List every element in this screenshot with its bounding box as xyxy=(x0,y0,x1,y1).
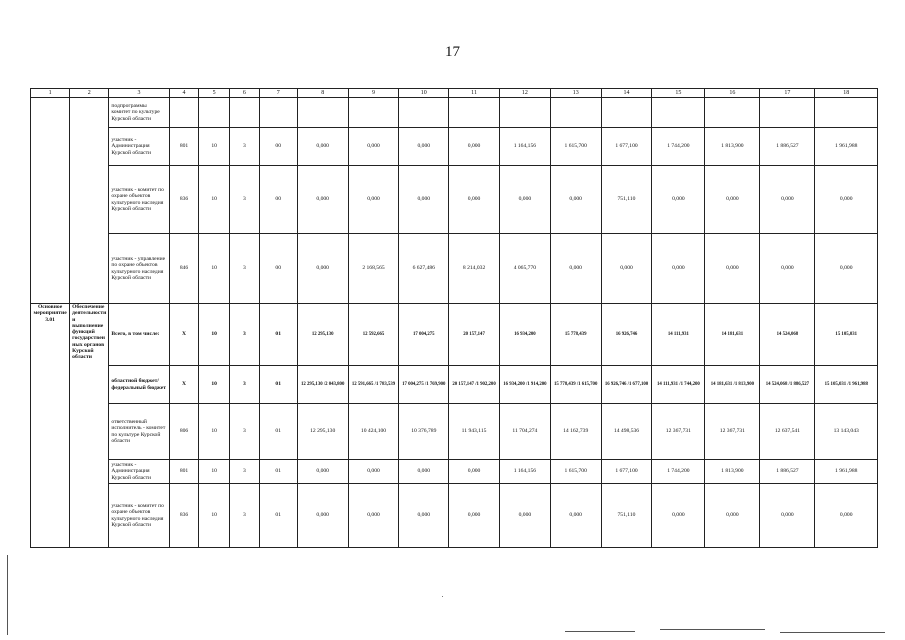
column-header: 10 xyxy=(399,89,449,98)
value-cell: 1 886,527 xyxy=(760,460,815,484)
value-cell: 10 xyxy=(199,234,230,304)
value-cell: 0,000 xyxy=(449,484,500,548)
row-label: участник - комитет по охране объектов культурного наследия Курской области xyxy=(109,484,169,548)
value-cell: 01 xyxy=(259,366,297,404)
value-cell: 0,000 xyxy=(815,484,878,548)
row-label: участник - управление по охране объектов культурного наследия Курской области xyxy=(109,234,169,304)
value-cell: 0,000 xyxy=(449,166,500,234)
budget-table xyxy=(30,88,878,548)
value-cell xyxy=(230,98,260,128)
value-cell: 11 704,274 xyxy=(499,404,550,460)
value-cell: 13 143,043 xyxy=(815,404,878,460)
value-cell: 1 164,156 xyxy=(499,460,550,484)
value-cell: 0,000 xyxy=(297,166,348,234)
table-row xyxy=(31,234,878,304)
value-cell: 6 627,486 xyxy=(399,234,449,304)
row-label: участник - Администрация Курской области xyxy=(109,460,169,484)
page-number: 17 xyxy=(445,44,460,60)
value-cell: 10 xyxy=(199,366,230,404)
value-cell: 12 295,130 /2 043,800 xyxy=(297,366,348,404)
column-header: 12 xyxy=(499,89,550,98)
value-cell xyxy=(259,98,297,128)
value-cell: 01 xyxy=(259,460,297,484)
value-cell: 0,000 xyxy=(550,234,601,304)
column-header: 6 xyxy=(230,89,260,98)
value-cell: 15 105,031 xyxy=(815,304,878,366)
value-cell: 0,000 xyxy=(297,460,348,484)
value-cell: 15 778,439 xyxy=(550,304,601,366)
value-cell xyxy=(169,98,199,128)
header-row xyxy=(31,89,878,98)
row-label: Всего, в том числе: xyxy=(109,304,169,366)
value-cell: 16 926,746 xyxy=(601,304,652,366)
value-cell: 14 111,931 xyxy=(652,304,705,366)
row-label: ответственный исполнитель - комитет по культуре Курской области xyxy=(109,404,169,460)
value-cell: 0,000 xyxy=(705,484,760,548)
table-row xyxy=(31,166,878,234)
value-cell: 751,110 xyxy=(601,484,652,548)
column-header: 2 xyxy=(70,89,109,98)
value-cell: 751,110 xyxy=(601,166,652,234)
value-cell: 12 367,731 xyxy=(705,404,760,460)
value-cell: 0,000 xyxy=(652,166,705,234)
table-row xyxy=(31,460,878,484)
table-row xyxy=(31,304,878,366)
value-cell: 16 926,746 /1 677,100 xyxy=(601,366,652,404)
table-row xyxy=(31,128,878,166)
value-cell: 0,000 xyxy=(705,234,760,304)
value-cell: 10 376,789 xyxy=(399,404,449,460)
value-cell: 0,000 xyxy=(815,234,878,304)
value-cell: 0,000 xyxy=(499,484,550,548)
empty-cell xyxy=(31,98,70,304)
value-cell: 00 xyxy=(259,166,297,234)
value-cell: 801 xyxy=(169,460,199,484)
value-cell xyxy=(760,98,815,128)
value-cell: 1 961,988 xyxy=(815,128,878,166)
value-cell xyxy=(652,98,705,128)
margin-rule xyxy=(7,555,8,635)
value-cell: 8 214,032 xyxy=(449,234,500,304)
value-cell xyxy=(815,98,878,128)
value-cell: 0,000 xyxy=(348,128,399,166)
value-cell: 10 xyxy=(199,128,230,166)
value-cell xyxy=(199,98,230,128)
value-cell: 1 744,200 xyxy=(652,460,705,484)
value-cell: 3 xyxy=(230,304,260,366)
value-cell: 1 677,100 xyxy=(601,128,652,166)
column-header: 7 xyxy=(259,89,297,98)
value-cell: 10 424,100 xyxy=(348,404,399,460)
value-cell: 1 164,156 xyxy=(499,128,550,166)
value-cell: 1 615,700 xyxy=(550,128,601,166)
value-cell: 14 524,068 xyxy=(760,304,815,366)
value-cell xyxy=(601,98,652,128)
value-cell xyxy=(348,98,399,128)
activity-description: Обеспечение деятельности и выполнение функций государственных органов Курской области xyxy=(70,304,109,548)
value-cell: 20 157,147 /1 902,200 xyxy=(449,366,500,404)
value-cell: 0,000 xyxy=(399,166,449,234)
value-cell: 12 295,130 xyxy=(297,404,348,460)
column-header: 17 xyxy=(760,89,815,98)
value-cell: 14 162,739 xyxy=(550,404,601,460)
column-header: 5 xyxy=(199,89,230,98)
value-cell: 0,000 xyxy=(601,234,652,304)
activity-number: Основное мероприятие 3.01 xyxy=(31,304,70,548)
value-cell: 01 xyxy=(259,304,297,366)
column-header: 8 xyxy=(297,89,348,98)
value-cell: 0,000 xyxy=(652,484,705,548)
column-header: 4 xyxy=(169,89,199,98)
column-header: 1 xyxy=(31,89,70,98)
value-cell: 0,000 xyxy=(760,484,815,548)
value-cell xyxy=(449,98,500,128)
scan-speck xyxy=(442,596,443,597)
value-cell xyxy=(499,98,550,128)
value-cell: 1 813,900 xyxy=(705,460,760,484)
value-cell xyxy=(705,98,760,128)
value-cell: 17 004,275 /1 769,900 xyxy=(399,366,449,404)
value-cell xyxy=(550,98,601,128)
value-cell: 846 xyxy=(169,234,199,304)
value-cell: 0,000 xyxy=(652,234,705,304)
row-label: участник - комитет по охране объектов культурного наследия Курской области xyxy=(109,166,169,234)
value-cell: 14 181,631 /1 813,900 xyxy=(705,366,760,404)
value-cell: 0,000 xyxy=(297,234,348,304)
value-cell: 10 xyxy=(199,304,230,366)
value-cell: 10 xyxy=(199,460,230,484)
value-cell: 10 xyxy=(199,484,230,548)
value-cell: 1 886,527 xyxy=(760,128,815,166)
value-cell: 0,000 xyxy=(550,166,601,234)
value-cell: 0,000 xyxy=(348,166,399,234)
value-cell: 12 591,665 /1 783,539 xyxy=(348,366,399,404)
column-header: 18 xyxy=(815,89,878,98)
column-header: 15 xyxy=(652,89,705,98)
value-cell: 12 367,731 xyxy=(652,404,705,460)
value-cell: 0,000 xyxy=(297,484,348,548)
value-cell: 3 xyxy=(230,366,260,404)
value-cell: 0,000 xyxy=(399,484,449,548)
column-header: 13 xyxy=(550,89,601,98)
value-cell: 0,000 xyxy=(297,128,348,166)
value-cell: 1 615,700 xyxy=(550,460,601,484)
value-cell: 0,000 xyxy=(348,484,399,548)
value-cell: 0,000 xyxy=(815,166,878,234)
footer-rules xyxy=(565,629,885,639)
column-header: 11 xyxy=(449,89,500,98)
value-cell: 801 xyxy=(169,128,199,166)
value-cell: 1 744,200 xyxy=(652,128,705,166)
value-cell: 0,000 xyxy=(705,166,760,234)
value-cell: 12 637,541 xyxy=(760,404,815,460)
row-label: участник - Администрация Курской области xyxy=(109,128,169,166)
value-cell: 806 xyxy=(169,404,199,460)
value-cell: 16 934,200 xyxy=(499,304,550,366)
value-cell: 14 524,068 /1 886,527 xyxy=(760,366,815,404)
value-cell: 12 592,665 xyxy=(348,304,399,366)
value-cell: 20 157,147 xyxy=(449,304,500,366)
row-label: областной бюджет/ федеральный бюджет xyxy=(109,366,169,404)
value-cell: 1 961,988 xyxy=(815,460,878,484)
value-cell: 0,000 xyxy=(348,460,399,484)
value-cell: 00 xyxy=(259,128,297,166)
value-cell: 3 xyxy=(230,460,260,484)
value-cell: 0,000 xyxy=(449,460,500,484)
value-cell: X xyxy=(169,304,199,366)
value-cell: 15 778,439 /1 615,700 xyxy=(550,366,601,404)
value-cell: 17 004,275 xyxy=(399,304,449,366)
value-cell: 836 xyxy=(169,484,199,548)
value-cell: 12 295,130 xyxy=(297,304,348,366)
column-header: 14 xyxy=(601,89,652,98)
value-cell: 10 xyxy=(199,404,230,460)
value-cell: 0,000 xyxy=(760,234,815,304)
table-row xyxy=(31,484,878,548)
table-row xyxy=(31,404,878,460)
value-cell: 11 943,115 xyxy=(449,404,500,460)
value-cell: 1 813,900 xyxy=(705,128,760,166)
value-cell: 14 111,931 /1 744,200 xyxy=(652,366,705,404)
value-cell: 10 xyxy=(199,166,230,234)
empty-cell xyxy=(70,98,109,304)
value-cell: 01 xyxy=(259,484,297,548)
value-cell: X xyxy=(169,366,199,404)
value-cell: 2 168,565 xyxy=(348,234,399,304)
value-cell: 0,000 xyxy=(760,166,815,234)
value-cell: 3 xyxy=(230,234,260,304)
value-cell: 15 105,031 /1 961,988 xyxy=(815,366,878,404)
value-cell: 16 934,200 /1 914,200 xyxy=(499,366,550,404)
value-cell: 0,000 xyxy=(550,484,601,548)
value-cell: 14 181,631 xyxy=(705,304,760,366)
value-cell: 00 xyxy=(259,234,297,304)
value-cell: 1 677,100 xyxy=(601,460,652,484)
table-row xyxy=(31,366,878,404)
value-cell: 3 xyxy=(230,484,260,548)
value-cell: 3 xyxy=(230,166,260,234)
value-cell: 3 xyxy=(230,128,260,166)
value-cell: 0,000 xyxy=(499,166,550,234)
row-label: подпрограммы комитет по культуре Курской области xyxy=(109,98,169,128)
value-cell xyxy=(297,98,348,128)
value-cell: 0,000 xyxy=(399,128,449,166)
column-header: 9 xyxy=(348,89,399,98)
value-cell: 836 xyxy=(169,166,199,234)
value-cell: 4 065,770 xyxy=(499,234,550,304)
value-cell xyxy=(399,98,449,128)
value-cell: 0,000 xyxy=(399,460,449,484)
column-header: 16 xyxy=(705,89,760,98)
value-cell: 3 xyxy=(230,404,260,460)
value-cell: 14 498,536 xyxy=(601,404,652,460)
value-cell: 0,000 xyxy=(449,128,500,166)
table-row xyxy=(31,98,878,128)
value-cell: 01 xyxy=(259,404,297,460)
column-header: 3 xyxy=(109,89,169,98)
